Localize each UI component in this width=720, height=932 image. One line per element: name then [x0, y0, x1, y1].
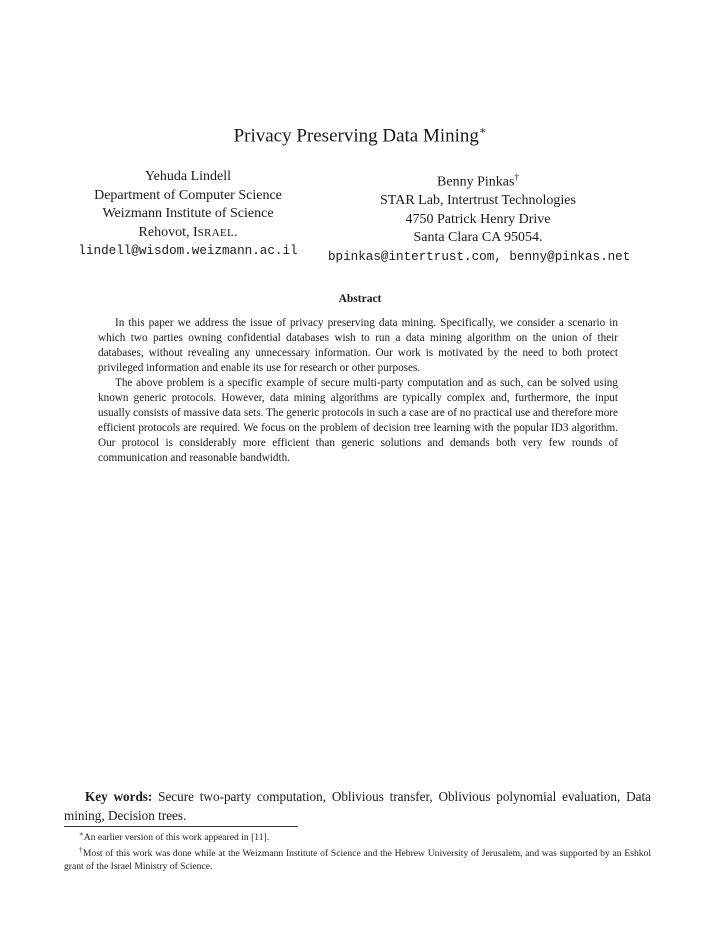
author-location	[68, 224, 308, 243]
abstract-paragraph: In this paper we address the issue of privacy preserving data mining. Specifically, we consider a scenario in which two parties owning confidential databases wish to run a data mining algorithm on the union of their databases, without revealing any unnecessary information. Our work is motivated by the need to both protect privileged information and enable its use for research or other purposes.	[98, 317, 618, 374]
author-institution: Weizmann Institute of Science	[102, 206, 274, 221]
keywords-text: Secure two-party computation, Oblivious transfer, Oblivious polynomial evaluation, Data mining, Decision trees.	[64, 789, 651, 823]
title-footnote-mark: ∗	[478, 125, 487, 137]
keywords	[64, 788, 651, 825]
footnote	[64, 828, 651, 844]
footnote-text: Most of this work was done while at the Weizmann Institute of Science and the Hebrew University of Jerusalem, and was supported by an Eshkol grant of the Israel Ministry of Science.	[64, 848, 652, 873]
author-block-1	[68, 168, 308, 261]
author-footnote-mark: †	[514, 172, 519, 182]
title-text: Privacy Preserving Data Mining	[233, 125, 479, 147]
author-email: lindell@wisdom.weizmann.ac.il	[78, 244, 298, 258]
author-name: Yehuda Lindell	[144, 169, 232, 184]
abstract-paragraph: The above problem is a specific example of secure multi-party computation and as such, can be solved using known generic protocols. However, data mining algorithms are typically complex and, furthermore, the input usually consists of massive data sets. The generic protocols in such a case are of no practical use and therefore more efficient protocols are required. We focus on the problem of decision tree learning with the popular ID3 algorithm. Our protocol is considerably more efficient than generic solutions and demands both very few rounds of communication and reasonable bandwidth.	[98, 377, 618, 464]
author-institution: 4750 Patrick Henry Drive	[405, 211, 551, 227]
footnote	[64, 844, 651, 873]
author-location-city: Rehovot,	[138, 224, 193, 240]
footnote-mark: ∗	[79, 830, 84, 838]
author-location-period: .	[233, 224, 238, 240]
author-email: bpinkas@intertrust.com, benny@pinkas.net	[328, 249, 631, 264]
author-name	[328, 168, 628, 192]
footnote-mark: †	[79, 846, 83, 855]
author-location-country-rest: SRAEL	[197, 226, 234, 239]
author-block-2	[328, 168, 631, 266]
paper-title	[0, 124, 720, 147]
abstract-body	[98, 316, 618, 466]
author-name-text: Benny Pinkas	[437, 174, 515, 190]
author-affiliation: STAR Lab, Intertrust Technologies	[380, 193, 576, 209]
footnotes	[64, 828, 651, 873]
keywords-label: Key words:	[85, 789, 153, 804]
footnote-divider	[64, 826, 298, 827]
author-location-country-initial: I	[192, 224, 198, 240]
footnote-text: An earlier version of this work appeared in [11].	[83, 832, 270, 844]
author-location: Santa Clara CA 95054.	[413, 230, 543, 246]
abstract-heading: Abstract	[338, 293, 382, 305]
author-affiliation: Department of Computer Science	[94, 187, 282, 203]
